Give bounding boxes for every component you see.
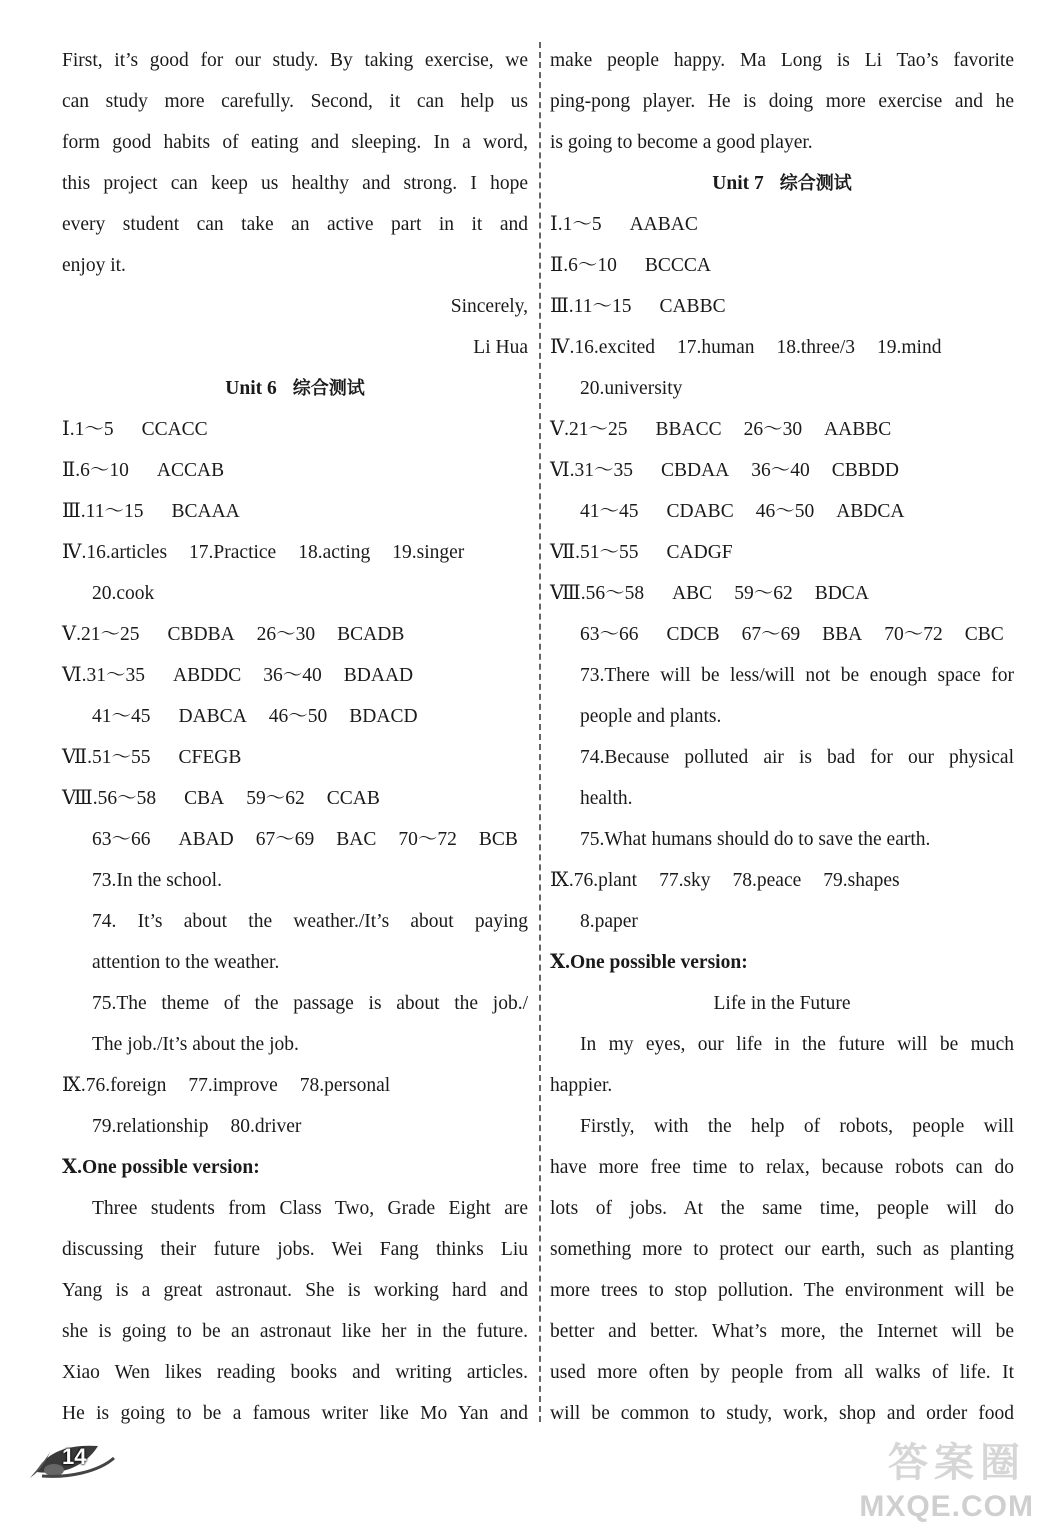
writing-label: Ⅹ.One possible version: xyxy=(550,952,748,973)
essay-line: He is going to be a famous writer like Mo Yan and xyxy=(62,1403,528,1424)
essay-line: is going to become a good player. xyxy=(550,132,813,153)
range-label: 46～50 xyxy=(755,501,815,522)
answer-text: health. xyxy=(580,788,633,809)
answer-text: 74. It’s about the weather./It’s about paying xyxy=(92,911,528,932)
section-label: Ⅳ.16.articles xyxy=(62,542,168,563)
range-label: 67～69 xyxy=(255,829,315,850)
answer-key: BBACC xyxy=(655,419,722,440)
section-label: Ⅴ.21～25 xyxy=(62,624,140,645)
section-label: Ⅵ.31～35 xyxy=(550,460,633,481)
letter-line: can study more carefully. Second, it can help us xyxy=(62,91,528,112)
answer-key: BDACD xyxy=(349,706,418,727)
essay-line: have more free time to relax, because robots can do xyxy=(550,1157,1014,1178)
section-label: Ⅸ.76.foreign xyxy=(62,1075,167,1096)
essay-line: more trees to stop pollution. The environment will be xyxy=(550,1280,1014,1301)
answer-word: 19.mind xyxy=(877,337,942,358)
section-label: Ⅰ.1～5 xyxy=(550,214,602,235)
answer-key: BCB xyxy=(478,829,518,850)
section-label: Ⅵ.31～35 xyxy=(62,665,145,686)
section-label: Ⅳ.16.excited xyxy=(550,337,656,358)
answer-key: CCACC xyxy=(141,419,208,440)
answer-row xyxy=(550,491,1014,532)
answer-key: ACCAB xyxy=(156,460,225,481)
answer-word: 19.singer xyxy=(392,542,465,563)
essay-line: will be common to study, work, shop and order food xyxy=(550,1403,1014,1424)
answer-word: 79.relationship xyxy=(92,1116,209,1137)
answer-key: CBDBA xyxy=(167,624,235,645)
essay-line: ping-pong player. He is doing more exercise and he xyxy=(550,91,1014,112)
essay-line: Yang is a great astronaut. She is working hard and xyxy=(62,1280,528,1301)
range-label: 70～72 xyxy=(398,829,457,850)
answer-row xyxy=(62,655,528,696)
essay-line: something more to protect our earth, such as planting xyxy=(550,1239,1014,1260)
answer-row xyxy=(550,532,1014,573)
range-label: 59～62 xyxy=(246,788,305,809)
answer-row xyxy=(62,778,528,819)
range-label: 41～45 xyxy=(580,501,639,522)
range-label: 63～66 xyxy=(580,624,639,645)
essay-line: used more often by people from all walks of life. It xyxy=(550,1362,1014,1383)
answer-key: AABBC xyxy=(824,419,892,440)
section-label: Ⅱ.6～10 xyxy=(550,255,617,276)
answer-key: DABCA xyxy=(178,706,247,727)
answer-row xyxy=(550,286,1014,327)
answer-row xyxy=(62,696,528,737)
answer-text: people and plants. xyxy=(580,706,722,727)
range-label: 59～62 xyxy=(734,583,793,604)
answer-key: CDABC xyxy=(666,501,734,522)
page-number: 14 xyxy=(62,1444,87,1469)
answer-word: 17.human xyxy=(677,337,755,358)
answer-row xyxy=(62,532,528,573)
section-label: Ⅶ.51～55 xyxy=(550,542,639,563)
answer-row xyxy=(62,1065,528,1106)
answer-key: ABDCA xyxy=(836,501,905,522)
answer-word: 18.three/3 xyxy=(776,337,856,358)
right-column xyxy=(550,40,1014,1434)
answer-row xyxy=(62,819,528,860)
answer-row xyxy=(62,450,528,491)
answer-text: 73.In the school. xyxy=(92,870,222,891)
answer-word: 78.personal xyxy=(299,1075,391,1096)
section-label: Ⅲ.11～15 xyxy=(62,501,144,522)
letter-signature: Li Hua xyxy=(473,337,528,358)
answer-key: BBA xyxy=(822,624,863,645)
answer-text: 75.The theme of the passage is about the job./ xyxy=(92,993,528,1014)
answer-row xyxy=(62,737,528,778)
letter-line: First, it’s good for our study. By taking exercise, we xyxy=(62,50,528,71)
essay-line: make people happy. Ma Long is Li Tao’s favorite xyxy=(550,50,1014,71)
answer-row xyxy=(550,204,1014,245)
section-label: Ⅴ.21～25 xyxy=(550,419,628,440)
answer-key: ABC xyxy=(672,583,713,604)
range-label: 63～66 xyxy=(92,829,151,850)
section-label: Ⅱ.6～10 xyxy=(62,460,129,481)
essay-line: lots of jobs. At the same time, people will do xyxy=(550,1198,1014,1219)
letter-line: enjoy it. xyxy=(62,255,126,276)
answer-key: CADGF xyxy=(666,542,733,563)
range-label: 46～50 xyxy=(268,706,328,727)
range-label: 26～30 xyxy=(743,419,803,440)
answer-text: attention to the weather. xyxy=(92,952,280,973)
answer-key: BAC xyxy=(336,829,377,850)
letter-line: form good habits of eating and sleeping. In a word, xyxy=(62,132,528,153)
writing-label: Ⅹ.One possible version: xyxy=(62,1157,260,1178)
letter-line: every student can take an active part in it and xyxy=(62,214,528,235)
unit6-title-cn: 综合测试 xyxy=(292,378,365,399)
answer-text: 73.There will be less/will not be enough space for xyxy=(580,665,1014,686)
unit6-heading xyxy=(62,368,528,409)
answer-word: 8.paper xyxy=(580,911,638,932)
answer-row xyxy=(62,614,528,655)
essay-line: better and better. What’s more, the Internet will be xyxy=(550,1321,1014,1342)
essay-line: Firstly, with the help of robots, people will xyxy=(580,1116,1014,1137)
range-label: 70～72 xyxy=(884,624,943,645)
answer-row xyxy=(550,860,1014,901)
answer-key: BCCCA xyxy=(644,255,711,276)
answer-key: AABAC xyxy=(629,214,698,235)
range-label: 67～69 xyxy=(741,624,801,645)
section-label: Ⅷ.56～58 xyxy=(62,788,157,809)
answer-key: BDAAD xyxy=(343,665,414,686)
answer-row xyxy=(550,614,1014,655)
essay-line: happier. xyxy=(550,1075,613,1096)
answer-word: 17.Practice xyxy=(189,542,277,563)
answer-key: CBC xyxy=(964,624,1004,645)
answer-key: BCADB xyxy=(337,624,405,645)
answer-word: 20.cook xyxy=(92,583,155,604)
range-label: 36～40 xyxy=(263,665,322,686)
range-label: 26～30 xyxy=(256,624,316,645)
answer-word: 80.driver xyxy=(230,1116,302,1137)
answer-text: The job./It’s about the job. xyxy=(92,1034,299,1055)
answer-row xyxy=(62,409,528,450)
letter-closing: Sincerely, xyxy=(450,296,528,317)
unit7-title: Unit 7 xyxy=(712,173,764,194)
left-column xyxy=(62,40,528,1434)
answer-row xyxy=(550,409,1014,450)
essay-line: discussing their future jobs. Wei Fang thinks Liu xyxy=(62,1239,528,1260)
answer-word: 77.improve xyxy=(188,1075,278,1096)
essay-line: she is going to be an astronaut like her in the future. xyxy=(62,1321,528,1342)
answer-word: 20.university xyxy=(580,378,683,399)
answer-key: CDCB xyxy=(666,624,720,645)
answer-word: 78.peace xyxy=(732,870,802,891)
essay-title: Life in the Future xyxy=(713,993,851,1014)
watermark-text: MXQE.COM xyxy=(859,1490,1034,1523)
answer-text: 75.What humans should do to save the earth. xyxy=(580,829,931,850)
answer-row xyxy=(550,450,1014,491)
answer-key: BDCA xyxy=(814,583,869,604)
answer-key: BCAAA xyxy=(171,501,240,522)
essay-line: In my eyes, our life in the future will be much xyxy=(580,1034,1014,1055)
answer-row xyxy=(62,1106,528,1147)
answer-row xyxy=(550,368,1014,409)
essay-line: Three students from Class Two, Grade Eight are xyxy=(92,1198,528,1219)
answer-key: CCAB xyxy=(326,788,380,809)
answer-row xyxy=(550,573,1014,614)
answer-row xyxy=(550,245,1014,286)
answer-key: ABAD xyxy=(178,829,234,850)
answer-row xyxy=(62,491,528,532)
answer-text: 74.Because polluted air is bad for our physical xyxy=(580,747,1014,768)
watermark-cn: 答案圈 xyxy=(888,1440,1026,1486)
unit6-title: Unit 6 xyxy=(225,378,277,399)
section-label: Ⅰ.1～5 xyxy=(62,419,114,440)
letter-line: this project can keep us healthy and strong. I hope xyxy=(62,173,528,194)
answer-word: 77.sky xyxy=(659,870,711,891)
section-label: Ⅶ.51～55 xyxy=(62,747,151,768)
answer-row xyxy=(62,573,528,614)
range-label: 36～40 xyxy=(751,460,810,481)
answer-key: CBBDD xyxy=(831,460,899,481)
range-label: 41～45 xyxy=(92,706,151,727)
answer-key: ABDDC xyxy=(173,665,242,686)
section-label: Ⅲ.11～15 xyxy=(550,296,632,317)
section-label: Ⅷ.56～58 xyxy=(550,583,645,604)
answer-key: CBA xyxy=(184,788,225,809)
essay-line: Xiao Wen likes reading books and writing articles. xyxy=(62,1362,528,1383)
section-label: Ⅸ.76.plant xyxy=(550,870,638,891)
answer-key: CBDAA xyxy=(661,460,730,481)
answer-row xyxy=(550,327,1014,368)
answer-row xyxy=(550,901,1014,942)
unit7-title-cn: 综合测试 xyxy=(779,173,852,194)
column-divider xyxy=(539,42,541,1422)
answer-word: 79.shapes xyxy=(823,870,900,891)
answer-key: CABBC xyxy=(659,296,726,317)
answer-key: CFEGB xyxy=(178,747,242,768)
unit7-heading xyxy=(550,163,1014,204)
answer-word: 18.acting xyxy=(298,542,371,563)
